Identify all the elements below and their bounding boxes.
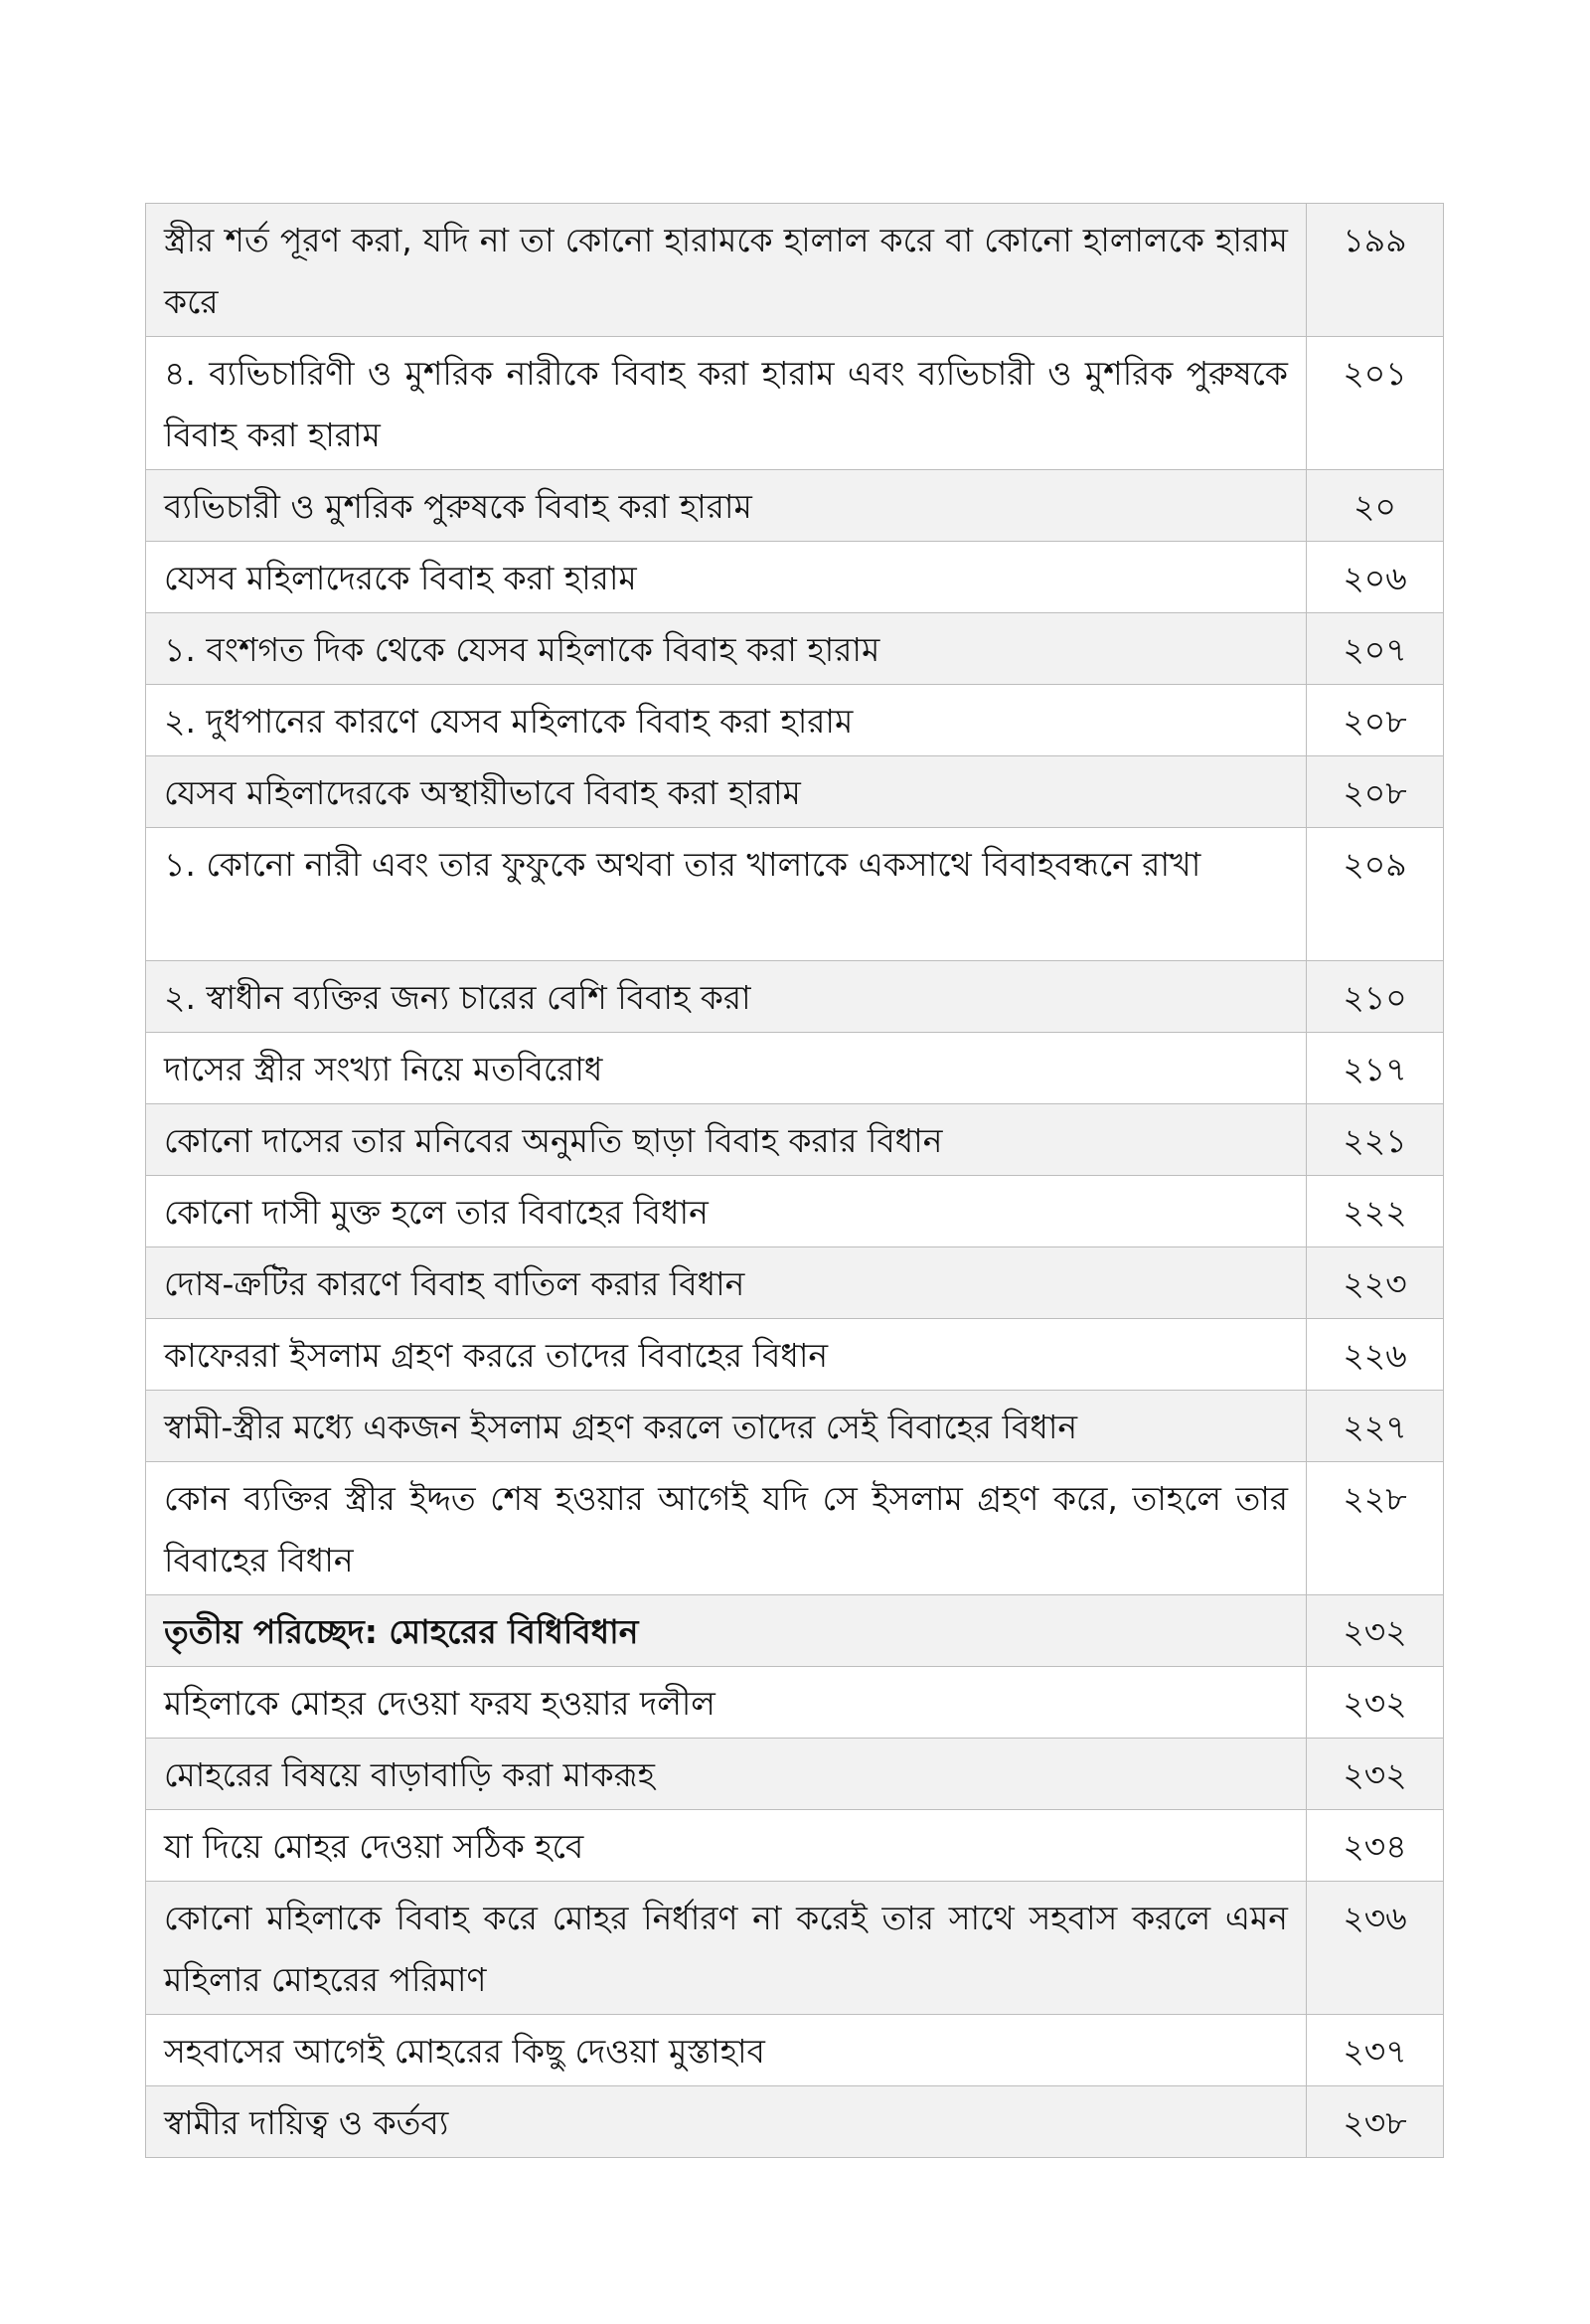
table-row bbox=[146, 1319, 1444, 1391]
entry-title: মোহরের বিষয়ে বাড়াবাড়ি করা মাকরূহ bbox=[146, 1739, 1307, 1810]
entry-title: ৪. ব্যভিচারিণী ও মুশরিক নারীকে বিবাহ করা হারাম এবং ব্যভিচারী ও মুশরিক পুরুষকে বিবাহ করা হারাম bbox=[146, 337, 1307, 470]
section-heading-row bbox=[146, 1595, 1444, 1667]
table-row bbox=[146, 961, 1444, 1033]
entry-title: যেসব মহিলাদেরকে অস্থায়ীভাবে বিবাহ করা হারাম bbox=[146, 756, 1307, 828]
entry-page-number: ২০৬ bbox=[1307, 542, 1444, 613]
entry-page-number: ২৩৪ bbox=[1307, 1810, 1444, 1882]
table-row bbox=[146, 1462, 1444, 1595]
entry-page-number: ২৩৮ bbox=[1307, 2086, 1444, 2158]
entry-title: ব্যভিচারী ও মুশরিক পুরুষকে বিবাহ করা হারাম bbox=[146, 470, 1307, 542]
table-row bbox=[146, 1391, 1444, 1462]
table-row bbox=[146, 542, 1444, 613]
table-row bbox=[146, 613, 1444, 685]
entry-page-number: ২০ bbox=[1307, 470, 1444, 542]
entry-title: দাসের স্ত্রীর সংখ্যা নিয়ে মতবিরোধ bbox=[146, 1033, 1307, 1104]
entry-page-number: ২১৭ bbox=[1307, 1033, 1444, 1104]
table-row bbox=[146, 470, 1444, 542]
table-row bbox=[146, 337, 1444, 470]
entry-page-number: ২২৩ bbox=[1307, 1247, 1444, 1319]
entry-title: স্বামী-স্ত্রীর মধ্যে একজন ইসলাম গ্রহণ করলে তাদের সেই বিবাহের বিধান bbox=[146, 1391, 1307, 1462]
entry-title: ২. স্বাধীন ব্যক্তির জন্য চারের বেশি বিবাহ করা bbox=[146, 961, 1307, 1033]
entry-title: সহবাসের আগেই মোহরের কিছু দেওয়া মুস্তাহাব bbox=[146, 2015, 1307, 2086]
entry-page-number: ২০৯ bbox=[1307, 828, 1444, 961]
entry-page-number: ২০৮ bbox=[1307, 685, 1444, 756]
entry-title: মহিলাকে মোহর দেওয়া ফরয হওয়ার দলীল bbox=[146, 1667, 1307, 1739]
entry-title: কোনো মহিলাকে বিবাহ করে মোহর নির্ধারণ না করেই তার সাথে সহবাস করলে এমন মহিলার মোহরের পরিমাণ bbox=[146, 1882, 1307, 2015]
entry-page-number: ২৩৭ bbox=[1307, 2015, 1444, 2086]
table-row bbox=[146, 1104, 1444, 1176]
entry-page-number: ২৩৬ bbox=[1307, 1882, 1444, 2015]
entry-page-number: ২৩২ bbox=[1307, 1595, 1444, 1667]
entry-page-number: ২০১ bbox=[1307, 337, 1444, 470]
table-row bbox=[146, 1810, 1444, 1882]
entry-page-number: ২৩২ bbox=[1307, 1739, 1444, 1810]
table-row bbox=[146, 756, 1444, 828]
entry-page-number: ২৩২ bbox=[1307, 1667, 1444, 1739]
table-of-contents bbox=[145, 203, 1444, 2158]
entry-title: ১. কোনো নারী এবং তার ফুফুকে অথবা তার খালাকে একসাথে বিবাহবন্ধনে রাখা bbox=[146, 828, 1307, 961]
table-row bbox=[146, 1882, 1444, 2015]
entry-title: কাফেররা ইসলাম গ্রহণ কররে তাদের বিবাহের বিধান bbox=[146, 1319, 1307, 1391]
table-row bbox=[146, 1033, 1444, 1104]
entry-title: স্ত্রীর শর্ত পূরণ করা, যদি না তা কোনো হারামকে হালাল করে বা কোনো হালালকে হারাম করে bbox=[146, 204, 1307, 337]
entry-title: কোনো দাসের তার মনিবের অনুমতি ছাড়া বিবাহ করার বিধান bbox=[146, 1104, 1307, 1176]
table-row bbox=[146, 685, 1444, 756]
table-row bbox=[146, 1176, 1444, 1247]
entry-title: যেসব মহিলাদেরকে বিবাহ করা হারাম bbox=[146, 542, 1307, 613]
entry-page-number: ২২৮ bbox=[1307, 1462, 1444, 1595]
entry-title: কোনো দাসী মুক্ত হলে তার বিবাহের বিধান bbox=[146, 1176, 1307, 1247]
table-row bbox=[146, 1739, 1444, 1810]
entry-page-number: ২০৮ bbox=[1307, 756, 1444, 828]
entry-page-number: ২২১ bbox=[1307, 1104, 1444, 1176]
entry-title: স্বামীর দায়িত্ব ও কর্তব্য bbox=[146, 2086, 1307, 2158]
entry-page-number: ২২৬ bbox=[1307, 1319, 1444, 1391]
entry-page-number: ২২৭ bbox=[1307, 1391, 1444, 1462]
entry-page-number: ১৯৯ bbox=[1307, 204, 1444, 337]
section-heading-title: তৃতীয় পরিচ্ছেদ: মোহরের বিধিবিধান bbox=[146, 1595, 1307, 1667]
table-row bbox=[146, 1667, 1444, 1739]
entry-title: ২. দুধপানের কারণে যেসব মহিলাকে বিবাহ করা হারাম bbox=[146, 685, 1307, 756]
entry-page-number: ২০৭ bbox=[1307, 613, 1444, 685]
table-row bbox=[146, 2086, 1444, 2158]
entry-title: দোষ-ক্রটির কারণে বিবাহ বাতিল করার বিধান bbox=[146, 1247, 1307, 1319]
entry-page-number: ২২২ bbox=[1307, 1176, 1444, 1247]
entry-title: যা দিয়ে মোহর দেওয়া সঠিক হবে bbox=[146, 1810, 1307, 1882]
table-row bbox=[146, 204, 1444, 337]
table-row bbox=[146, 2015, 1444, 2086]
table-row bbox=[146, 1247, 1444, 1319]
table-row bbox=[146, 828, 1444, 961]
entry-title: ১. বংশগত দিক থেকে যেসব মহিলাকে বিবাহ করা হারাম bbox=[146, 613, 1307, 685]
entry-page-number: ২১০ bbox=[1307, 961, 1444, 1033]
entry-title: কোন ব্যক্তির স্ত্রীর ইদ্দত শেষ হওয়ার আগেই যদি সে ইসলাম গ্রহণ করে, তাহলে তার বিবাহের বিধান bbox=[146, 1462, 1307, 1595]
